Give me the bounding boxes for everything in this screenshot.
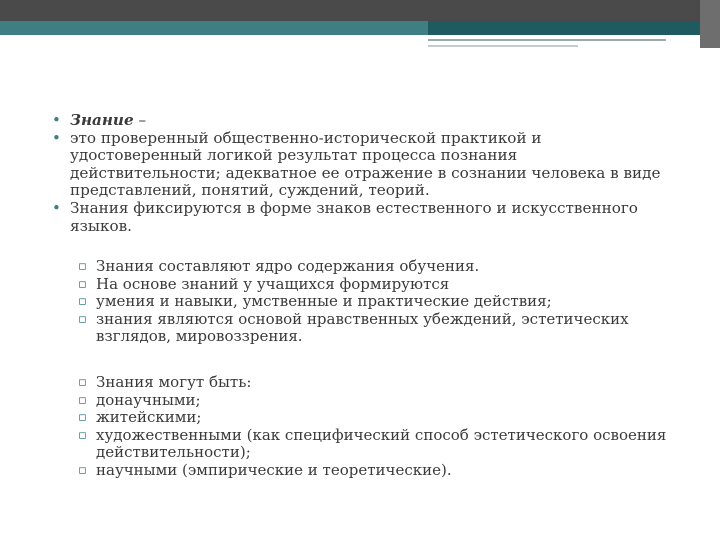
term-dash: – [133, 111, 147, 129]
sub-item: ▫ научными (эмпирические и теоретические). [78, 462, 678, 480]
sub-item: ▫ умения и навыки, умственные и практические действия; [78, 293, 678, 311]
main-bullet-list [52, 112, 672, 235]
sub-bullet-list-2 [78, 374, 678, 480]
sub-bullet-list-1 [78, 258, 678, 346]
bullet-item-forms: • Знания фиксируются в форме знаков естественного и искусственного языков. [52, 200, 672, 235]
header-dark-bar [0, 0, 720, 21]
sub-item: ▫ житейскими; [78, 409, 678, 427]
sub-item: ▫ Знания могут быть: [78, 374, 678, 392]
sub-item: ▫ На основе знаний у учащихся формируются [78, 276, 678, 294]
decorative-line [428, 39, 666, 41]
decorative-line [428, 45, 578, 47]
bullet-item-definition: • это проверенный общественно-исторической практикой и удостоверенный логикой результат процесса познания действительности; адекватное ее отражение в сознании человека в виде представлений, понятий, суждений, теорий. [52, 130, 672, 200]
sub-item: ▫ донаучными; [78, 392, 678, 410]
term-label: Знание [70, 111, 134, 129]
header-accent-bar [428, 21, 700, 35]
sub-item: ▫ художественными (как специфический способ эстетического освоения действительности); [78, 427, 678, 462]
slide-body [52, 112, 672, 235]
bullet-item-term [52, 112, 672, 130]
sub-item: ▫ знания являются основой нравственных убеждений, эстетических взглядов, мировоззрения. [78, 311, 678, 346]
sub-item: ▫ Знания составляют ядро содержания обучения. [78, 258, 678, 276]
header-right-stripe [700, 0, 720, 48]
